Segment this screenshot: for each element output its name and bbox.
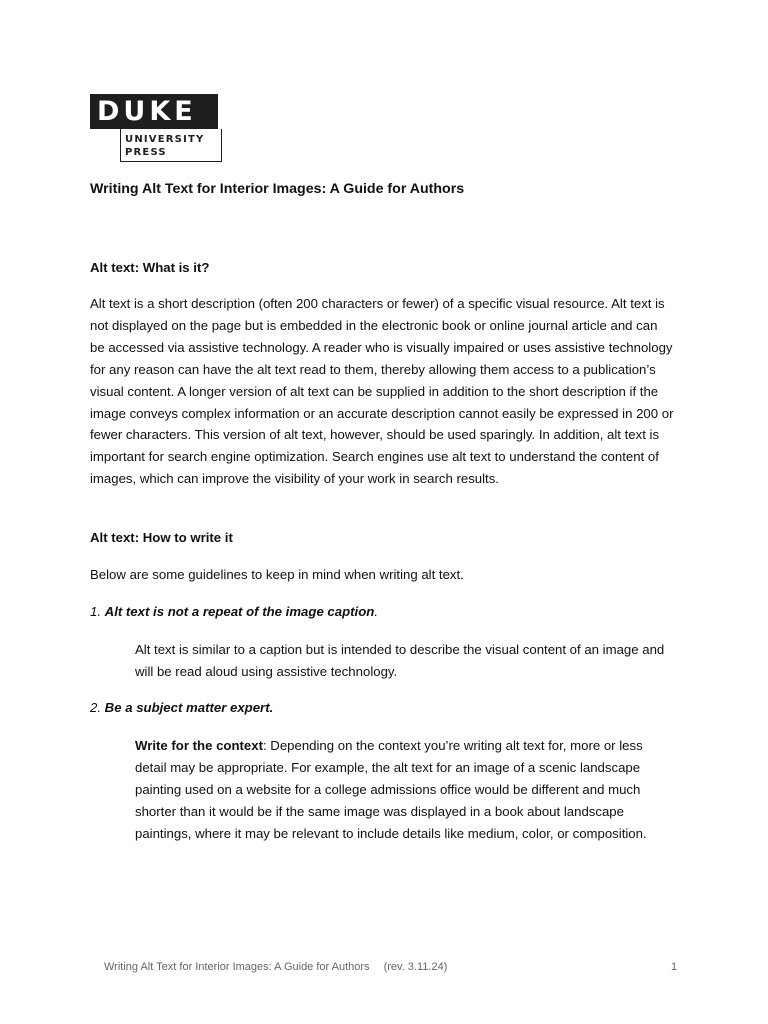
guideline-2-text: : Depending on the context you’re writing alt text for, more or less detail may be appropriate. For example, the alt text for an image of a scenic landscape painting used on a website for a college admissions office would be different and much shorter than it would be if the same image was displayed in a book about landscape paintings, where it may be relevant to include details like medium, color, or composition.	[135, 738, 647, 841]
guideline-2-body	[135, 735, 675, 845]
footer-title: Writing Alt Text for Interior Images: A Guide for Authors	[104, 961, 370, 973]
page-footer	[104, 961, 447, 973]
guideline-2-title	[90, 700, 273, 715]
guideline-1-suffix: .	[374, 604, 378, 619]
page-number: 1	[671, 961, 678, 973]
guideline-1-number: 1.	[90, 604, 101, 619]
section-body-what: Alt text is a short description (often 200 characters or fewer) of a specific visual resource. Alt text is not displayed on the page but is embedded in the electronic book or online journal article and can be accessed via assistive technology. A reader who is visually impaired or uses assistive technology for any reason can have the alt text read to them, thereby allowing them access to a publication’s visual content. A longer version of alt text can be supplied in addition to the short description if the image conveys complex information or an accurate description cannot easily be expressed in 200 or fewer characters. This version of alt text, however, should be used sparingly. In addition, alt text is important for search engine optimization. Search engines use alt text to understand the content of images, which can improve the visibility of your work in search results.	[90, 296, 674, 487]
section-intro-how: Below are some guidelines to keep in mind when writing alt text.	[90, 567, 464, 582]
duke-university-press-logo	[90, 94, 222, 164]
guideline-2-number: 2.	[90, 700, 101, 715]
footer-revision: (rev. 3.11.24)	[383, 961, 448, 973]
guideline-1-label: Alt text is not a repeat of the image caption	[104, 604, 375, 619]
guideline-1-title	[90, 604, 378, 619]
logo-wordmark: DUKE	[90, 94, 218, 129]
section-heading-what: Alt text: What is it?	[90, 260, 210, 275]
document-title: Writing Alt Text for Interior Images: A Guide for Authors	[90, 181, 465, 197]
guideline-2-label: Be a subject matter expert.	[104, 700, 274, 715]
guideline-2-lead: Write for the context	[135, 738, 263, 753]
logo-line-press: PRESS	[125, 147, 167, 158]
logo-line-university: UNIVERSITY	[125, 134, 205, 145]
guideline-1-body: Alt text is similar to a caption but is intended to describe the visual content of an image and will be read aloud using assistive technology.	[135, 642, 665, 679]
section-heading-how: Alt text: How to write it	[90, 530, 233, 545]
